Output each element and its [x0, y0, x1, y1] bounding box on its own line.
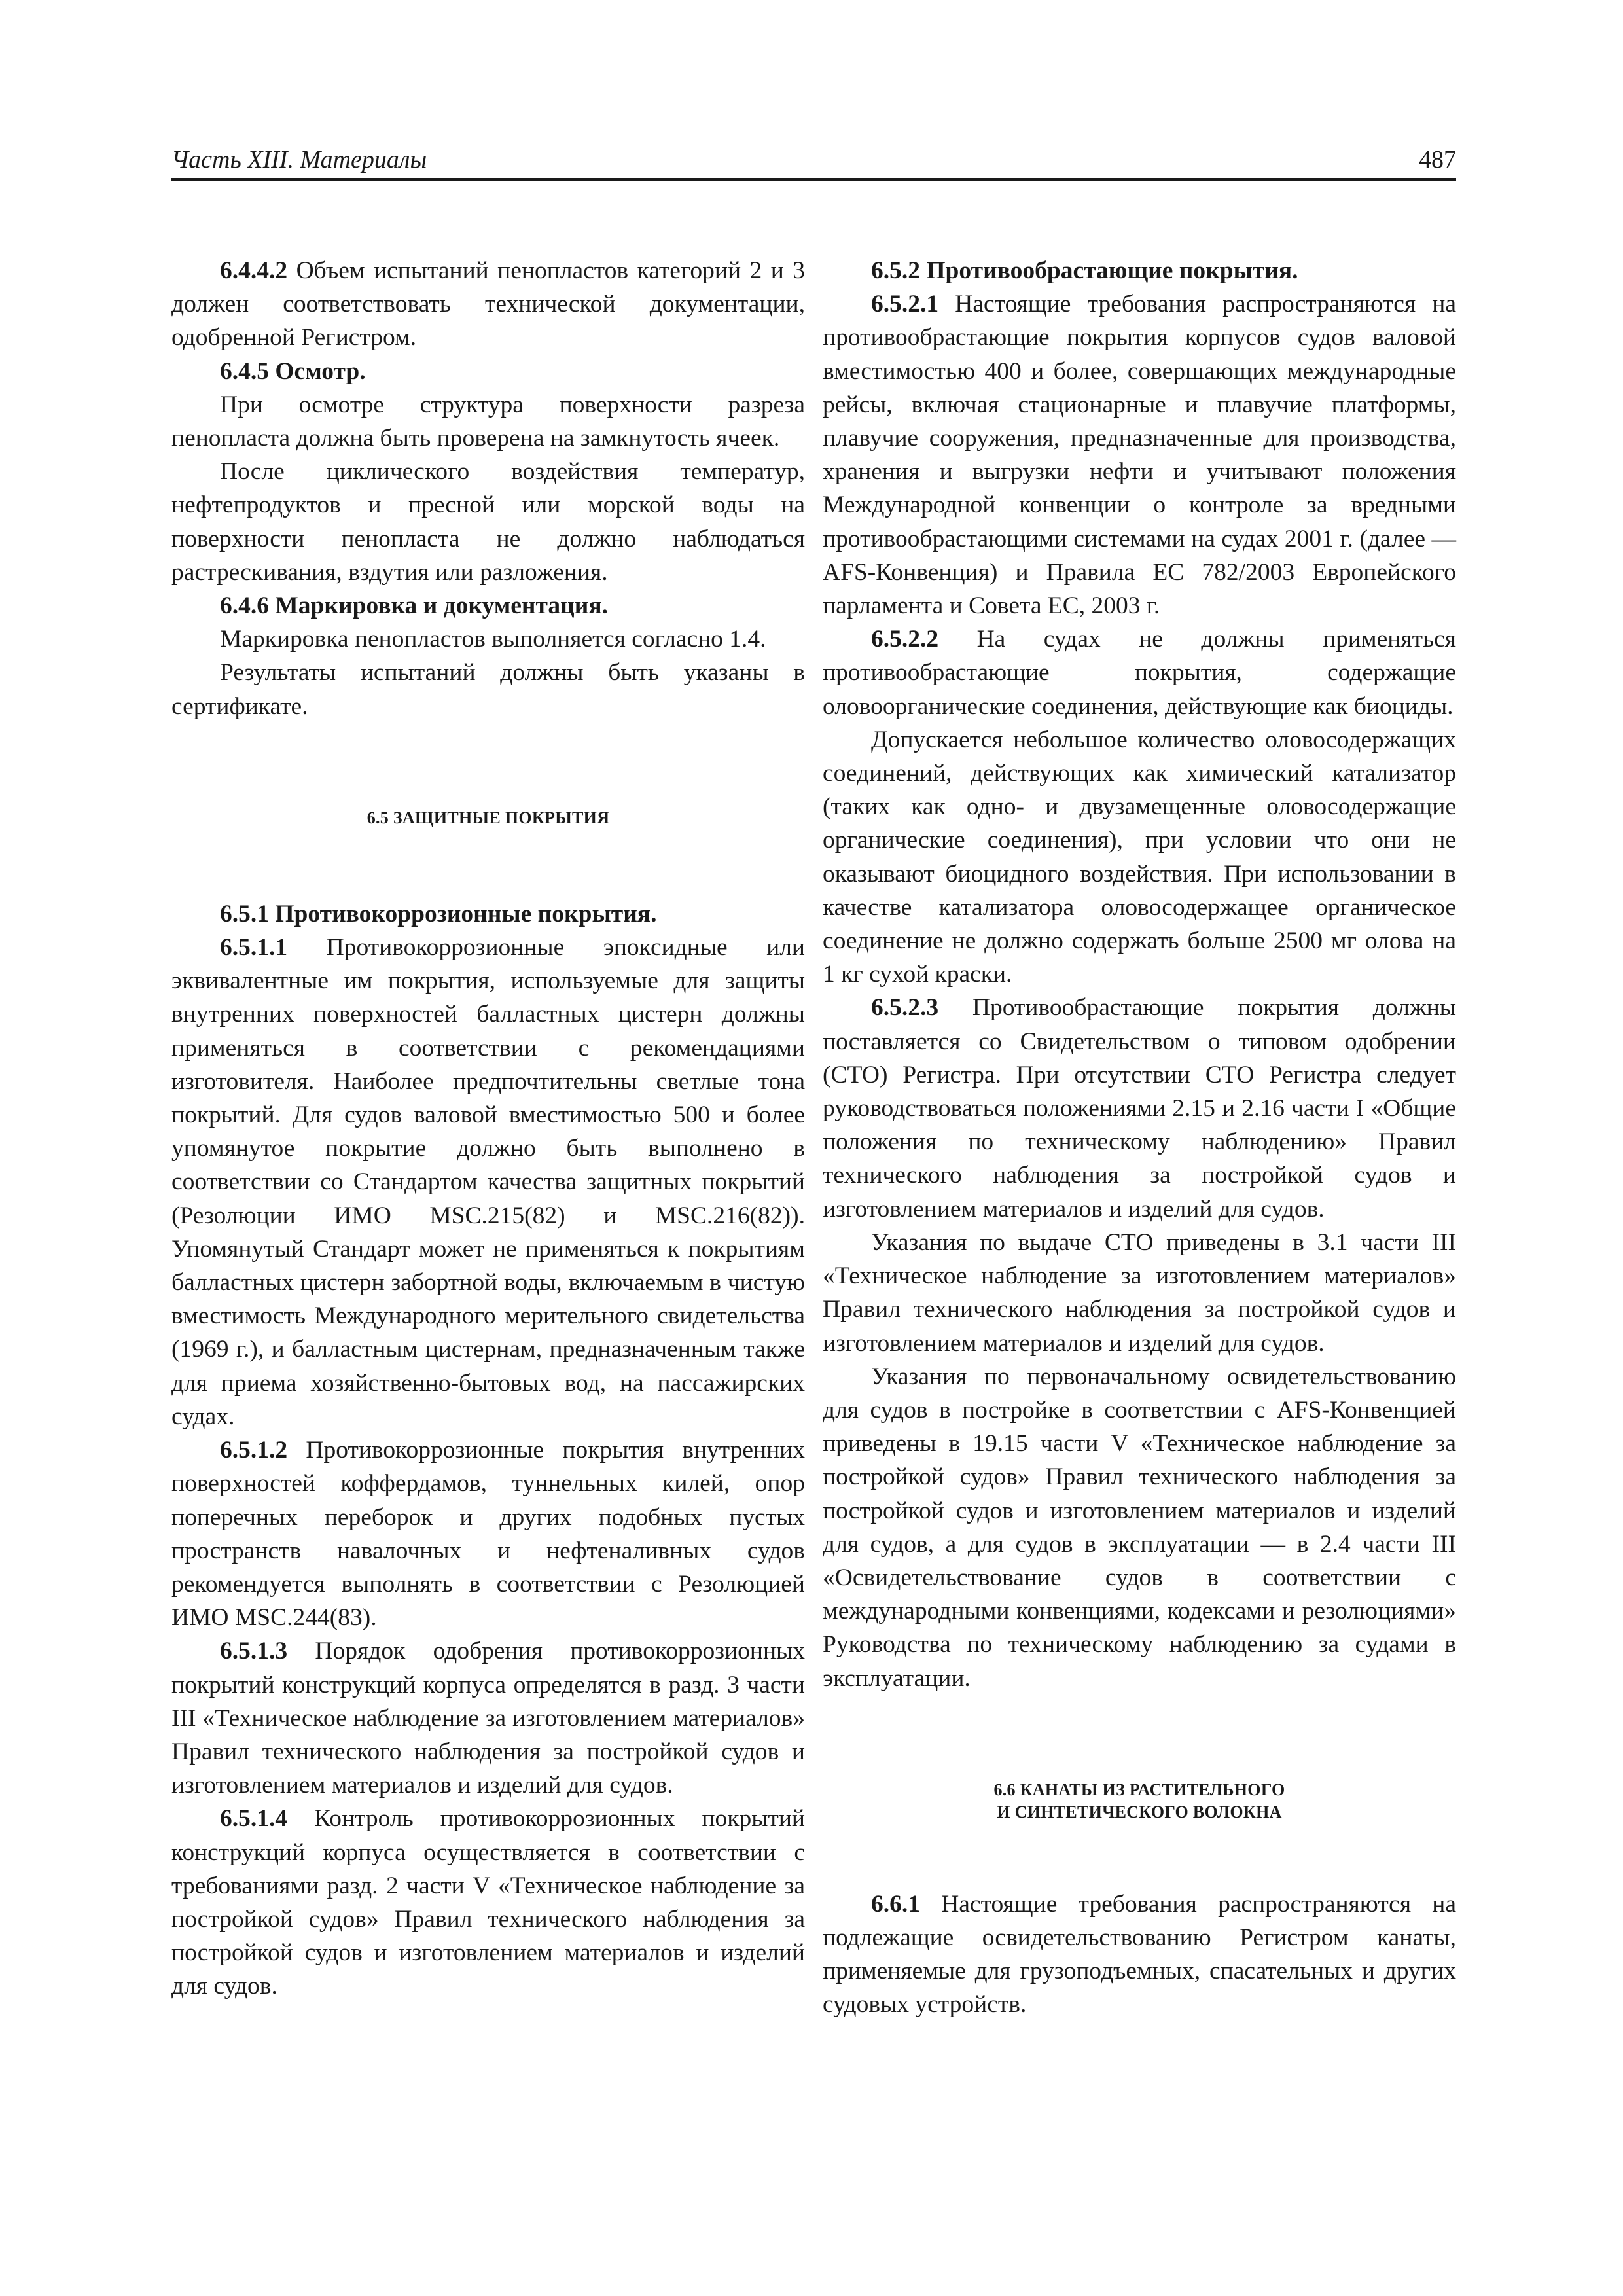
heading-6-4-5	[171, 355, 805, 388]
clause-text: На судах не должны применяться противообрастающие покрытия, содержащие оловоорганические соединения, действующие как биоциды.	[823, 626, 1456, 720]
clause-text: Противокоррозионные эпоксидные или эквивалентные им покрытия, используемые для защиты внутренних поверхностей балластных цистерн должны применяться в соответствии с рекомендациями изготовителя. Наиболее предпочтительны светлые тона покрытий. Для судов валовой вместимостью 500 и более упомянутое покрытие должно быть выполнено в соответствии со Стандартом качества защитных покрытий (Резолюции ИМО MSC.215(82) и MSC.216(82)). Упомянутый Стандарт может не применяться к покрытиям балластных цистерн забортной воды, включаемым в чистую вместимость Международного мерительного свидетельства (1969 г.), и балластным цистернам, предназначенным также для приема хозяйственно-бытовых вод, на пассажирских судах.	[171, 934, 805, 1430]
clause-number: 6.5.2.1	[871, 291, 939, 318]
clause-text: Настоящие требования распространяются на подлежащие освидетельствованию Регистром канаты, применяемые для грузоподъемных, спасательных и других судовых устройств.	[823, 1890, 1456, 2018]
page-number: 487	[1419, 146, 1456, 173]
paragraph-6-5-1-3	[171, 1634, 805, 1802]
clause-text: Объем испытаний пенопластов категорий 2 и 3 должен соответствовать технической документации, одобренной Регистром.	[171, 257, 805, 351]
paragraph-6-5-2-2	[823, 622, 1456, 723]
clause-number: 6.5.1.1	[220, 934, 288, 961]
paragraph-tin-compounds: Допускается небольшое количество оловосодержащих соединений, действующих как химический катализатор (таких как одно- и двузамещенные оловосодержащие органические соединения), при условии что они не оказывают биоцидного воздействия. При использовании в качестве катализатора оловосодержащее органическое соединение не должно содержать больше 2500 мг олова на 1 кг сухой краски.	[823, 726, 1456, 988]
right-column	[823, 254, 1456, 2022]
section-title-line-2: И СИНТЕТИЧЕСКОГО ВОЛОКНА	[997, 1802, 1282, 1821]
paragraph-6-4-4-2	[171, 254, 805, 355]
paragraph-6-5-2-3	[823, 991, 1456, 1225]
paragraph-6-5-1-4	[171, 1802, 805, 2003]
left-column	[171, 254, 805, 2003]
section-title-6-5: 6.5 ЗАЩИТНЫЕ ПОКРЫТИЯ	[366, 808, 610, 827]
heading-text: 6.4.5 Осмотр.	[220, 357, 366, 385]
clause-number: 6.6.1	[871, 1890, 920, 1918]
section-title-6-6	[823, 1779, 1456, 1823]
paragraph-6-5-1-2	[171, 1433, 805, 1634]
section-title-line-1: 6.6 КАНАТЫ ИЗ РАСТИТЕЛЬНОГО	[993, 1780, 1285, 1799]
clause-number: 6.4.4.2	[220, 257, 288, 284]
clause-text: Противокоррозионные покрытия внутренних поверхностей коффердамов, туннельных килей, опор поперечных переборок и других подобных пустых пространств навалочных и нефтеналивных судов рекомендуется выполнять в соответствии с Резолюцией ИМО MSC.244(83).	[171, 1437, 805, 1632]
paragraph-sto-issue: Указания по выдаче СТО приведены в 3.1 части III «Техническое наблюдение за изготовлением материалов» Правил технического наблюдения за постройкой судов и изготовлением материалов и изделий для судов.	[823, 1229, 1456, 1357]
heading-text: 6.5.1 Противокоррозионные покрытия.	[220, 900, 657, 927]
clause-text: Контроль противокоррозионных покрытий конструкций корпуса осуществляется в соответствии с требованиями разд. 2 части V «Техническое наблюдение за постройкой судов» Правил технического наблюдения за постройкой судов и изготовлением материалов и изделий для судов.	[171, 1805, 805, 2000]
clause-number: 6.5.2.2	[871, 626, 939, 653]
paragraph-6-5-2-1	[823, 287, 1456, 622]
paragraph-marking: Маркировка пенопластов выполняется согласно 1.4.	[220, 626, 766, 653]
heading-6-4-6	[171, 589, 805, 622]
heading-6-5-1	[171, 897, 805, 931]
running-title: Часть XIII. Материалы	[171, 146, 427, 173]
paragraph-initial-survey: Указания по первоначальному освидетельствованию для судов в постройке в соответствии с AFS-Конвенцией приведены в 19.15 части V «Техническое наблюдение за постройкой судов» Правил технического наблюдения за постройкой судов и изготовлением материалов и изделий для судов, а для судов в эксплуатации — в 2.4 части III «Освидетельствование судов в соответствии с международными конвенциями, кодексами и резолюциями» Руководства по техническому наблюдению за судами в эксплуатации.	[823, 1363, 1456, 1692]
clause-number: 6.5.1.4	[220, 1805, 288, 1833]
heading-text: 6.4.6 Маркировка и документация.	[220, 592, 609, 620]
clause-number: 6.5.2.3	[871, 994, 939, 1022]
clause-number: 6.5.1.3	[220, 1638, 288, 1665]
clause-text: Противообрастающие покрытия должны поставляется со Свидетельством о типовом одобрении (СТО) Регистра. При отсутствии СТО Регистра следует руководствоваться положениями 2.15 и 2.16 части I «Общие положения по техническому наблюдению» Правил технического наблюдения за постройкой судов и изготовлением материалов и изделий для судов.	[823, 994, 1456, 1223]
page-header	[171, 136, 1456, 181]
paragraph-test-results: Результаты испытаний должны быть указаны в сертификате.	[171, 659, 805, 720]
paragraph-6-6-1	[823, 1888, 1456, 2022]
heading-text: 6.5.2 Противообрастающие покрытия.	[871, 257, 1298, 284]
paragraph-inspection: При осмотре структура поверхности разреза пенопласта должна быть проверена на замкнутость ячеек.	[171, 391, 805, 452]
clause-text: Порядок одобрения противокоррозионных покрытий конструкций корпуса определятся в разд. 3 части III «Техническое наблюдение за изготовлением материалов» Правил технического наблюдения за постройкой судов и изготовлением материалов и изделий для судов.	[171, 1638, 805, 1799]
paragraph-6-5-1-1	[171, 931, 805, 1433]
clause-text: Настоящие требования распространяются на противообрастающие покрытия корпусов судов валовой вместимостью 400 и более, совершающих международные рейсы, включая стационарные и плавучие платформы, плавучие сооружения, предназначенные для производства, хранения и выгрузки нефти и учитывают положения Международной конвенции о контроле за вредными противообрастающими системами на судах 2001 г. (далее — AFS-Конвенция) и Правила ЕС 782/2003 Европейского парламента и Совета ЕС, 2003 г.	[823, 291, 1456, 620]
heading-6-5-2	[823, 254, 1456, 287]
clause-number: 6.5.1.2	[220, 1437, 288, 1464]
paragraph-cyclic-exposure: После циклического воздействия температур, нефтепродуктов и пресной или морской воды на поверхности пенопласта не должно наблюдаться растрескивания, вздутия или разложения.	[171, 458, 805, 586]
